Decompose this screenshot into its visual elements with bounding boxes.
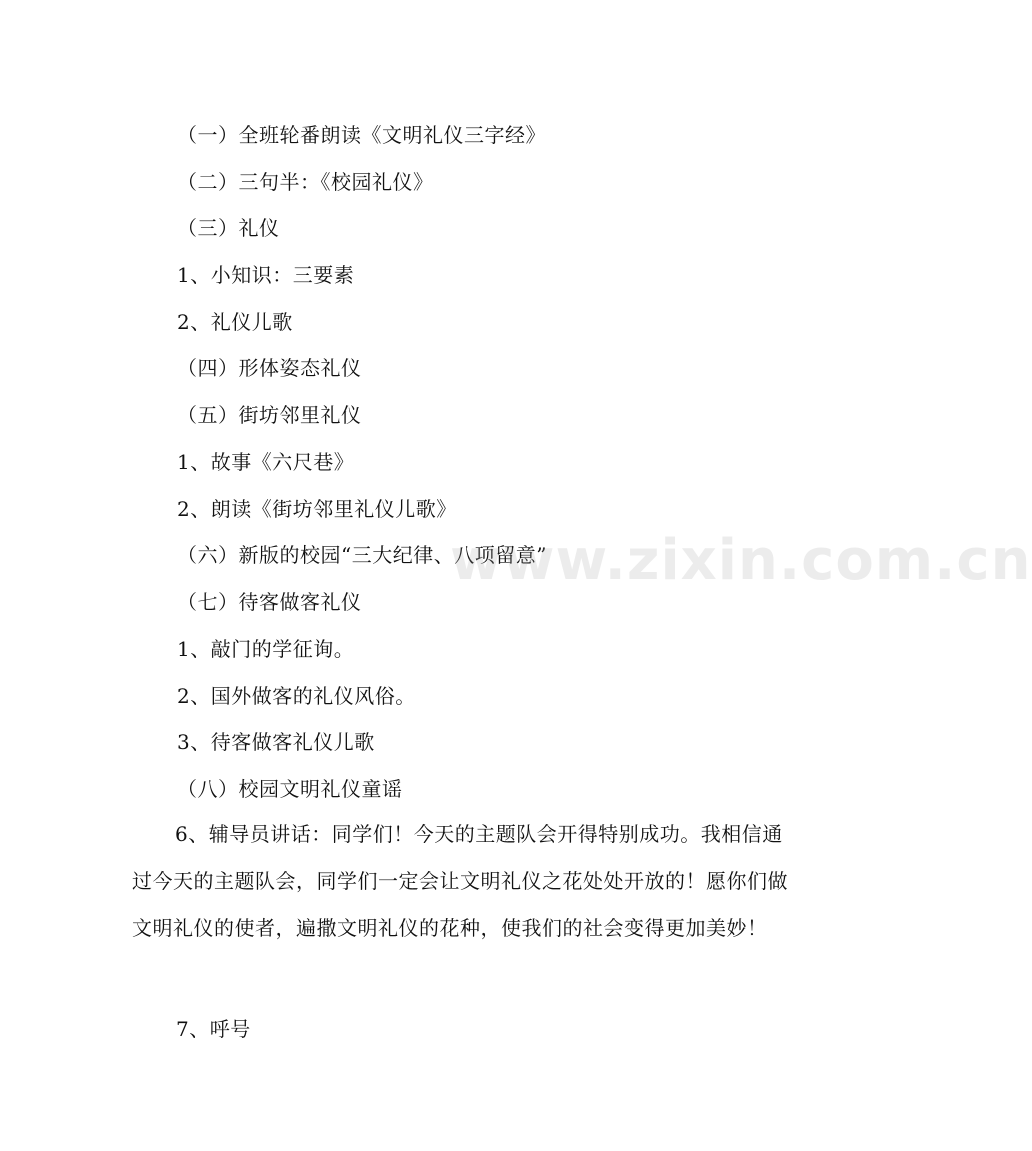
item-3: （三）礼仪 bbox=[177, 216, 280, 240]
item-15: （八）校园文明礼仪童谣 bbox=[177, 777, 403, 801]
item-4: 1、小知识：三要素 bbox=[177, 263, 355, 287]
item-9: 2、朗读《街坊邻里礼仪儿歌》 bbox=[177, 497, 457, 521]
speech-text: 6、辅导员讲话：同学们！今天的主题队会开得特别成功。我相信通过今天的主题队会，同学们一定会让文明礼仪之花处处开放的！愿你们做文明礼仪的使者，遍撒文明礼仪的花种，使我们的社会变得更加美妙！ bbox=[132, 822, 788, 940]
item-7: （五）街坊邻里礼仪 bbox=[177, 403, 362, 427]
item-8: 1、故事《六尺巷》 bbox=[177, 450, 355, 474]
item-14: 3、待客做客礼仪儿歌 bbox=[177, 730, 375, 754]
slogan-heading: 7、呼号 bbox=[176, 1017, 251, 1041]
item-2: （二）三句半：《校园礼仪》 bbox=[177, 170, 434, 194]
watermark: www.zixin.com.cn bbox=[450, 528, 1032, 593]
item-5: 2、礼仪儿歌 bbox=[177, 310, 293, 334]
item-10: （六）新版的校园“三大纪律、八项留意” bbox=[177, 543, 547, 567]
item-1: （一）全班轮番朗读《文明礼仪三字经》 bbox=[177, 123, 546, 147]
item-6: （四）形体姿态礼仪 bbox=[177, 356, 362, 380]
item-12: 1、敲门的学征询。 bbox=[177, 637, 355, 661]
item-11: （七）待客做客礼仪 bbox=[177, 590, 362, 614]
speech-paragraph bbox=[132, 811, 800, 952]
item-13: 2、国外做客的礼仪风俗。 bbox=[177, 684, 416, 708]
